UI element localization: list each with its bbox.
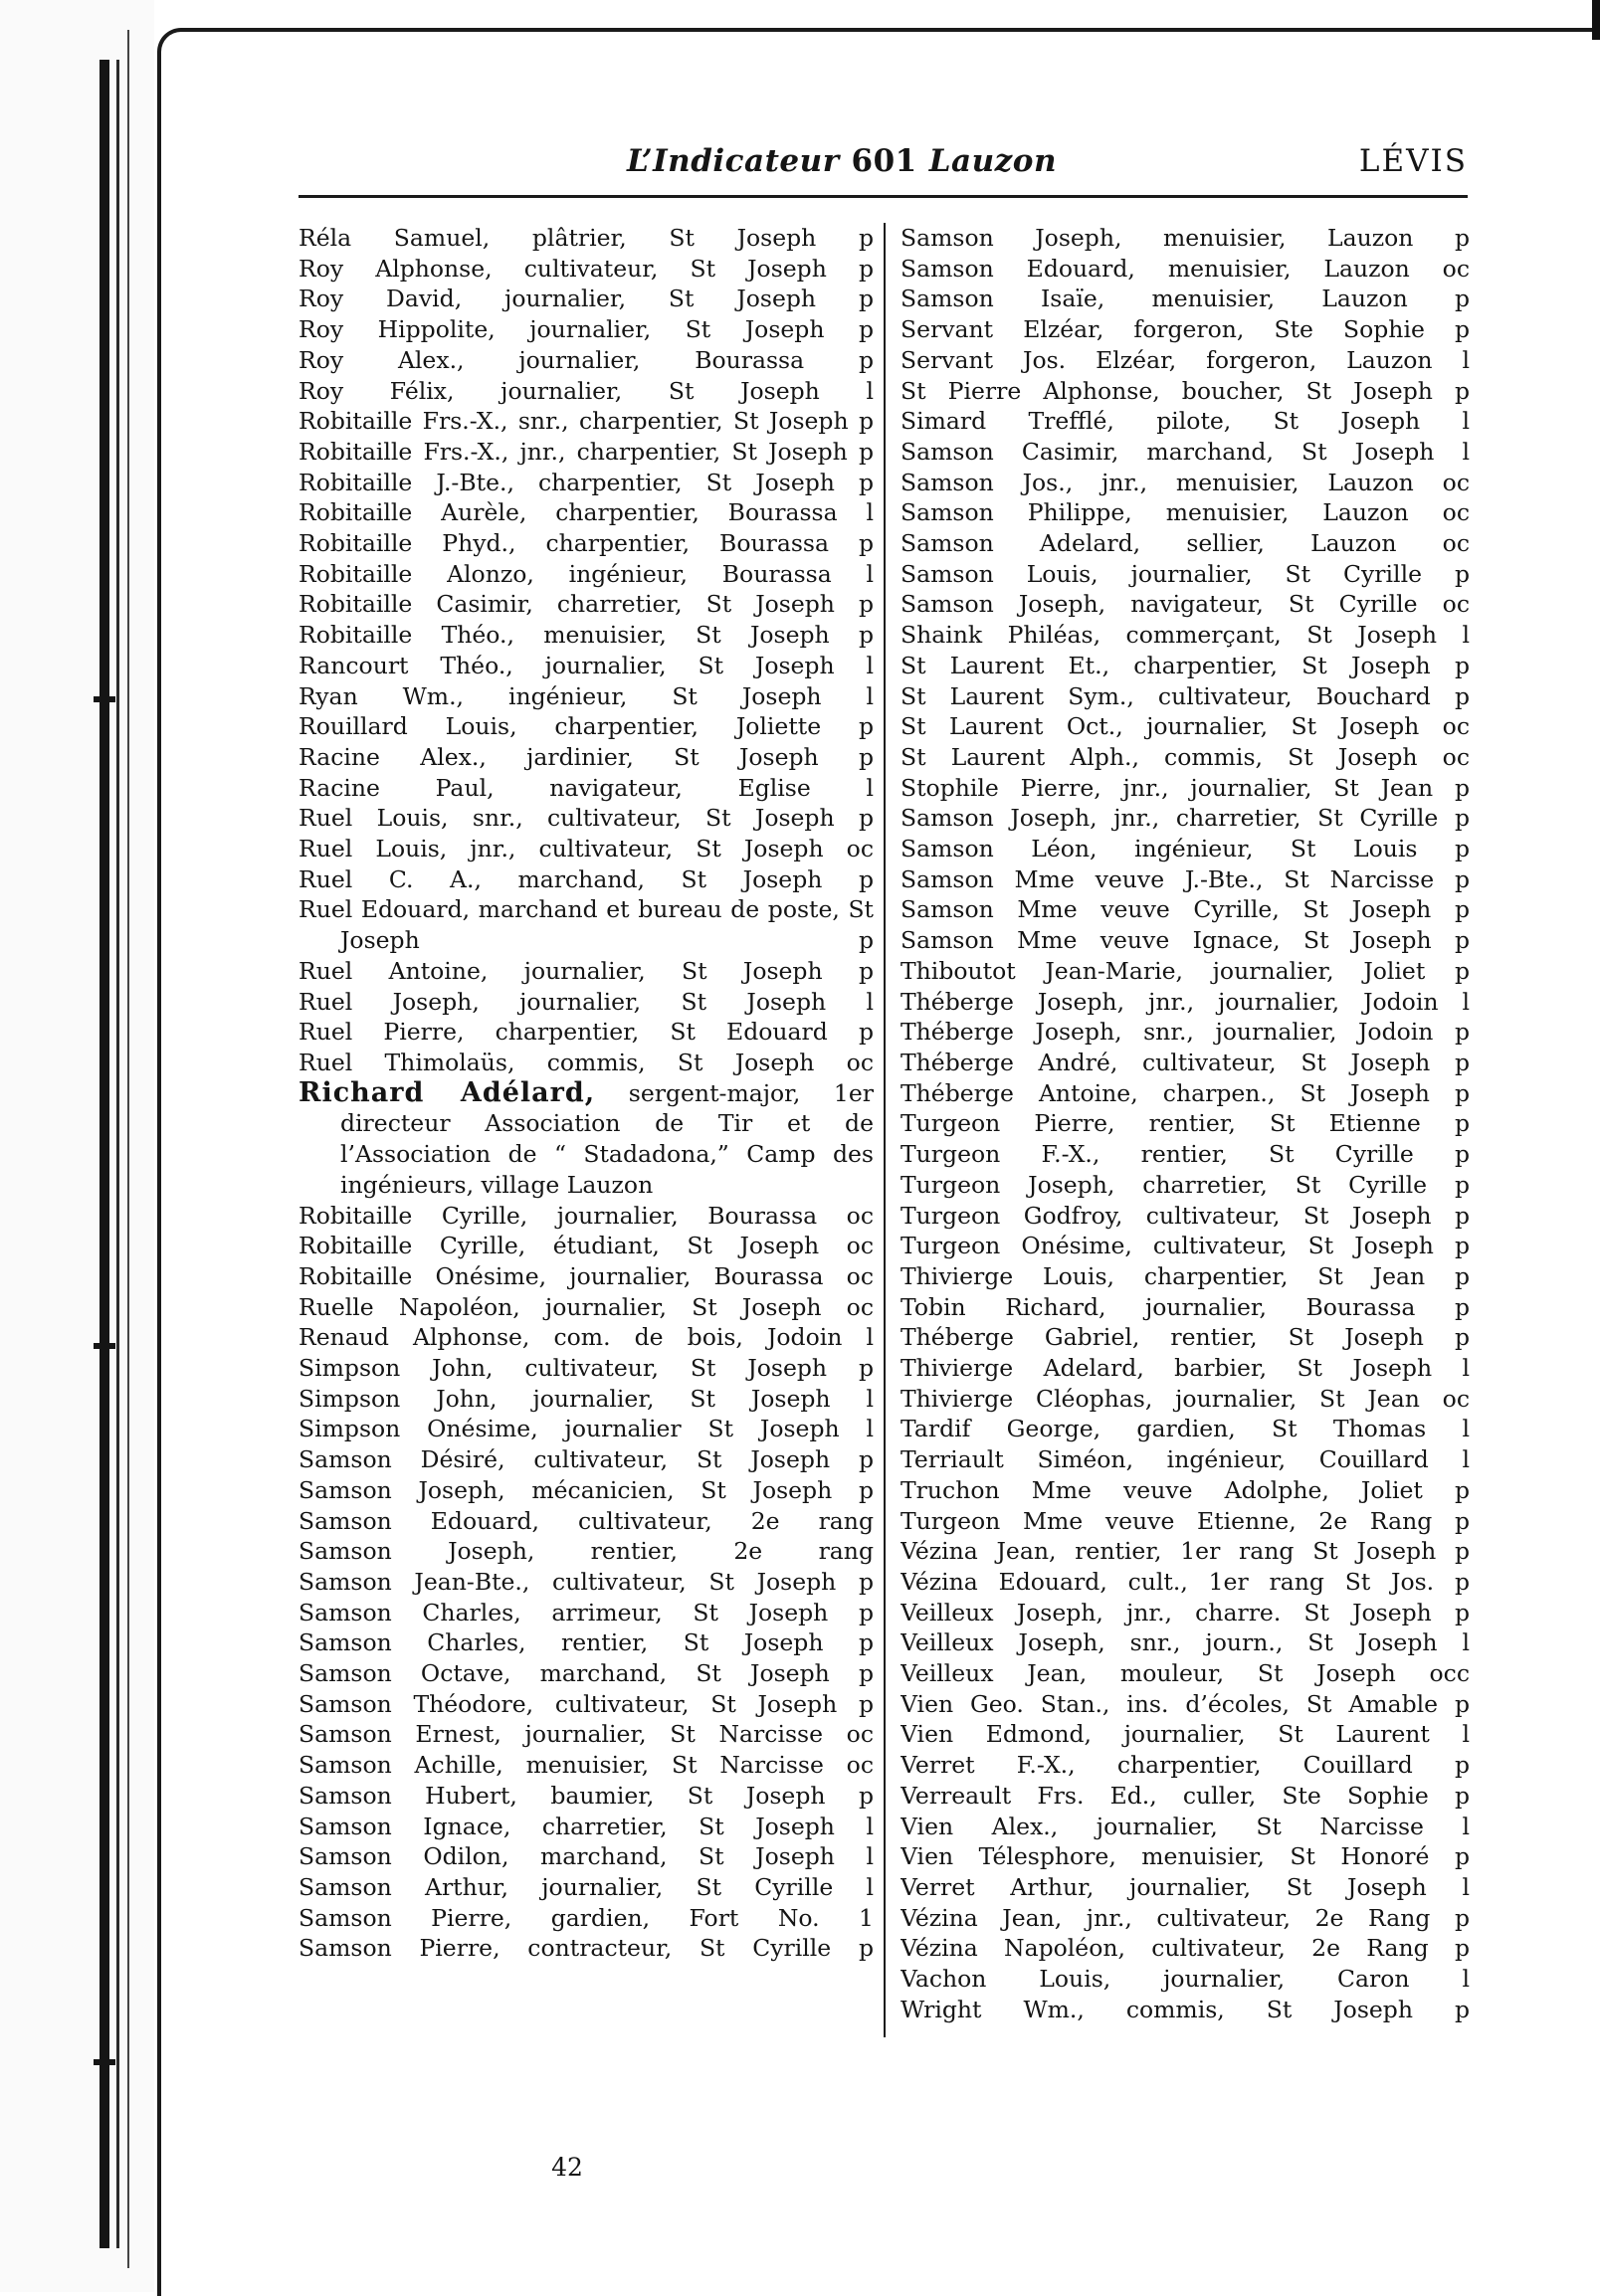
directory-entry: Thiboutot Jean-Marie, journalier, Joliet p bbox=[900, 956, 1470, 985]
spine-rail bbox=[100, 60, 109, 2248]
header-rule bbox=[299, 195, 1468, 198]
directory-entry: Simpson Onésime, journalier St Joseph l bbox=[299, 1415, 874, 1443]
directory-entry: Roy Félix, journalier, St Joseph l bbox=[299, 376, 874, 405]
directory-entry: Samson Jos., jnr., menuisier, Lauzon oc bbox=[900, 468, 1470, 496]
directory-entry: St Pierre Alphonse, boucher, St Joseph p bbox=[900, 376, 1470, 405]
directory-entry: Samson Joseph, menuisier, Lauzon p bbox=[900, 224, 1470, 252]
directory-entry: Robitaille Onésime, journalier, Bourassa oc bbox=[299, 1261, 874, 1290]
directory-entry: Ruel Louis, snr., cultivateur, St Joseph p bbox=[299, 804, 874, 833]
header-title: L’Indicateur bbox=[627, 143, 840, 179]
directory-entry: Wright Wm., commis, St Joseph p bbox=[900, 1995, 1470, 2023]
directory-entry: Théberge André, cultivateur, St Joseph p bbox=[900, 1048, 1470, 1076]
binding-knot bbox=[94, 2059, 115, 2065]
directory-entry: Samson Théodore, cultivateur, St Joseph p bbox=[299, 1689, 874, 1718]
directory-entry: Thivierge Adelard, barbier, St Joseph l bbox=[900, 1354, 1470, 1383]
directory-entry: Roy Alphonse, cultivateur, St Joseph p bbox=[299, 254, 874, 283]
directory-entry: Samson Louis, journalier, St Cyrille p bbox=[900, 559, 1470, 588]
directory-entry: Samson Pierre, contracteur, St Cyrille p bbox=[299, 1934, 874, 1963]
directory-entry: Renaud Alphonse, com. de bois, Jodoin l bbox=[299, 1323, 874, 1352]
running-header bbox=[299, 127, 1468, 187]
directory-entry: Samson Adelard, sellier, Lauzon oc bbox=[900, 529, 1470, 558]
directory-entry: Rouillard Louis, charpentier, Joliette p bbox=[299, 712, 874, 741]
directory-entry: Samson Mme veuve Ignace, St Joseph p bbox=[900, 926, 1470, 955]
directory-entry: Vien Télesphore, menuisier, St Honoré p bbox=[900, 1842, 1470, 1871]
directory-entry: Samson Hubert, baumier, St Joseph p bbox=[299, 1781, 874, 1810]
directory-entry: Samson Philippe, menuisier, Lauzon oc bbox=[900, 498, 1470, 527]
directory-entry: Verreault Frs. Ed., culler, Ste Sophie p bbox=[900, 1781, 1470, 1810]
directory-entry: Ruel Louis, jnr., cultivateur, St Joseph oc bbox=[299, 835, 874, 863]
column-divider bbox=[884, 223, 886, 2037]
directory-entry: Racine Alex., jardinier, St Joseph p bbox=[299, 742, 874, 771]
directory-entry: Vien Geo. Stan., ins. d’écoles, St Amable p bbox=[900, 1689, 1470, 1718]
directory-entry: Samson Mme veuve J.-Bte., St Narcisse p bbox=[900, 864, 1470, 893]
directory-entry: Samson Désiré, cultivateur, St Joseph p bbox=[299, 1445, 874, 1474]
directory-entry: Robitaille Phyd., charpentier, Bourassa p bbox=[299, 529, 874, 558]
directory-entry: St Laurent Oct., journalier, St Joseph oc bbox=[900, 712, 1470, 741]
directory-entry: Robitaille Aurèle, charpentier, Bourassa l bbox=[299, 498, 874, 527]
directory-entry: Ruel C. A., marchand, St Joseph p bbox=[299, 864, 874, 893]
directory-entry: Samson Edouard, cultivateur, 2e rang bbox=[299, 1506, 874, 1535]
directory-entry: Samson Léon, ingénieur, St Louis p bbox=[900, 835, 1470, 863]
directory-entry: Servant Elzéar, forgeron, Ste Sophie p bbox=[900, 315, 1470, 344]
directory-entry: Samson Ignace, charretier, St Joseph l bbox=[299, 1812, 874, 1840]
directory-entry: Robitaille Casimir, charretier, St Joseph p bbox=[299, 590, 874, 619]
directory-entry: Tobin Richard, journalier, Bourassa p bbox=[900, 1292, 1470, 1321]
page-number: 42 bbox=[551, 2153, 583, 2182]
directory-entry: Veilleux Joseph, jnr., charre. St Joseph p bbox=[900, 1598, 1470, 1626]
scan-corner-mark bbox=[1592, 0, 1600, 40]
directory-entry: Verret F.-X., charpentier, Couillard p bbox=[900, 1751, 1470, 1780]
directory-entry: Verret Arthur, journalier, St Joseph l bbox=[900, 1872, 1470, 1901]
directory-entry: St Laurent Sym., cultivateur, Bouchard p bbox=[900, 681, 1470, 710]
directory-entry: Robitaille Théo., menuisier, St Joseph p bbox=[299, 621, 874, 650]
directory-entry: Vézina Napoléon, cultivateur, 2e Rang p bbox=[900, 1934, 1470, 1963]
directory-entry: Simpson John, cultivateur, St Joseph p bbox=[299, 1354, 874, 1383]
book-binding bbox=[0, 0, 154, 2292]
directory-entry: Samson Achille, menuisier, St Narcisse oc bbox=[299, 1751, 874, 1780]
directory-entry: Samson Charles, arrimeur, St Joseph p bbox=[299, 1598, 874, 1626]
directory-entry: Vézina Edouard, cult., 1er rang St Jos. p bbox=[900, 1567, 1470, 1596]
directory-entry: Veilleux Joseph, snr., journ., St Joseph l bbox=[900, 1628, 1470, 1657]
directory-entry bbox=[299, 1078, 874, 1201]
header-title-line bbox=[627, 143, 1057, 179]
directory-entry: Samson Jean-Bte., cultivateur, St Joseph p bbox=[299, 1567, 874, 1596]
directory-entry: Vien Alex., journalier, St Narcisse l bbox=[900, 1812, 1470, 1840]
directory-entry: Vézina Jean, rentier, 1er rang St Joseph p bbox=[900, 1537, 1470, 1566]
directory-entry: Samson Casimir, marchand, St Joseph l bbox=[900, 437, 1470, 466]
spine-edge bbox=[127, 30, 129, 2268]
directory-entry: Vachon Louis, journalier, Caron l bbox=[900, 1965, 1470, 1994]
directory-entry: Turgeon Onésime, cultivateur, St Joseph p bbox=[900, 1232, 1470, 1260]
directory-entry: Théberge Antoine, charpen., St Joseph p bbox=[900, 1078, 1470, 1107]
directory-entry: Ruel Joseph, journalier, St Joseph l bbox=[299, 987, 874, 1016]
directory-entry: Roy Hippolite, journalier, St Joseph p bbox=[299, 315, 874, 344]
directory-entry: Robitaille J.-Bte., charpentier, St Joseph p bbox=[299, 468, 874, 496]
spine-thread bbox=[116, 60, 119, 2248]
directory-entry: Samson Ernest, journalier, St Narcisse oc bbox=[299, 1720, 874, 1749]
directory-entry: Simard Trefflé, pilote, St Joseph l bbox=[900, 407, 1470, 436]
directory-entry: Samson Charles, rentier, St Joseph p bbox=[299, 1628, 874, 1657]
directory-entry: Théberge Gabriel, rentier, St Joseph p bbox=[900, 1323, 1470, 1352]
directory-entry: Samson Isaïe, menuisier, Lauzon p bbox=[900, 285, 1470, 313]
directory-entry: Simpson John, journalier, St Joseph l bbox=[299, 1384, 874, 1413]
directory-entry: Rancourt Théo., journalier, St Joseph l bbox=[299, 651, 874, 679]
directory-entry: Théberge Joseph, snr., journalier, Jodoin p bbox=[900, 1018, 1470, 1047]
directory-entry: Théberge Joseph, jnr., journalier, Jodoin l bbox=[900, 987, 1470, 1016]
directory-entry: Vien Edmond, journalier, St Laurent l bbox=[900, 1720, 1470, 1749]
directory-entry: Robitaille Frs.-X., snr., charpentier, St Joseph p bbox=[299, 407, 874, 436]
directory-entry: Racine Paul, navigateur, Eglise l bbox=[299, 773, 874, 802]
directory-entry: Shaink Philéas, commerçant, St Joseph l bbox=[900, 621, 1470, 650]
directory-entry: Robitaille Cyrille, étudiant, St Joseph oc bbox=[299, 1232, 874, 1260]
binding-knot bbox=[94, 1343, 115, 1349]
right-column bbox=[900, 223, 1470, 2024]
directory-entry: Stophile Pierre, jnr., journalier, St Jean p bbox=[900, 773, 1470, 802]
directory-entry: Roy Alex., journalier, Bourassa p bbox=[299, 345, 874, 374]
directory-entry: Tardif George, gardien, St Thomas l bbox=[900, 1415, 1470, 1443]
directory-entry: Samson Octave, marchand, St Joseph p bbox=[299, 1659, 874, 1688]
directory-entry: Turgeon Pierre, rentier, St Etienne p bbox=[900, 1109, 1470, 1138]
directory-entry: Turgeon F.-X., rentier, St Cyrille p bbox=[900, 1140, 1470, 1169]
highlighted-name: Richard Adélard, bbox=[299, 1077, 596, 1108]
header-county: LÉVIS bbox=[1358, 143, 1468, 179]
directory-entry: Samson Joseph, jnr., charretier, St Cyrille p bbox=[900, 804, 1470, 833]
directory-entry: Samson Odilon, marchand, St Joseph l bbox=[299, 1842, 874, 1871]
directory-entry: Samson Joseph, rentier, 2e rang bbox=[299, 1537, 874, 1566]
directory-entry: Vézina Jean, jnr., cultivateur, 2e Rang p bbox=[900, 1903, 1470, 1932]
directory-entry: Samson Joseph, navigateur, St Cyrille oc bbox=[900, 590, 1470, 619]
directory-entry: Turgeon Joseph, charretier, St Cyrille p bbox=[900, 1170, 1470, 1199]
directory-entry: Servant Jos. Elzéar, forgeron, Lauzon l bbox=[900, 345, 1470, 374]
directory-entry: Terriault Siméon, ingénieur, Couillard l bbox=[900, 1445, 1470, 1474]
directory-entry: St Laurent Alph., commis, St Joseph oc bbox=[900, 742, 1470, 771]
directory-entry: Ruelle Napoléon, journalier, St Joseph oc bbox=[299, 1292, 874, 1321]
left-column bbox=[299, 223, 874, 1964]
directory-entry: Ruel Thimolaüs, commis, St Joseph oc bbox=[299, 1048, 874, 1076]
directory-entry: Samson Joseph, mécanicien, St Joseph p bbox=[299, 1475, 874, 1504]
header-page: 601 bbox=[851, 143, 917, 179]
directory-entry: Truchon Mme veuve Adolphe, Joliet p bbox=[900, 1475, 1470, 1504]
directory-entry: Turgeon Mme veuve Etienne, 2e Rang p bbox=[900, 1506, 1470, 1535]
directory-entry: Thivierge Cléophas, journalier, St Jean oc bbox=[900, 1384, 1470, 1413]
directory-entry: Ruel Pierre, charpentier, St Edouard p bbox=[299, 1018, 874, 1047]
directory-entry: Robitaille Alonzo, ingénieur, Bourassa l bbox=[299, 559, 874, 588]
directory-entry: Réla Samuel, plâtrier, St Joseph p bbox=[299, 224, 874, 252]
directory-entry: Robitaille Frs.-X., jnr., charpentier, St Joseph p bbox=[299, 437, 874, 466]
directory-entry: Samson Mme veuve Cyrille, St Joseph p bbox=[900, 895, 1470, 924]
directory-entry: Roy David, journalier, St Joseph p bbox=[299, 285, 874, 313]
directory-entry: Ryan Wm., ingénieur, St Joseph l bbox=[299, 681, 874, 710]
directory-entry: Turgeon Godfroy, cultivateur, St Joseph p bbox=[900, 1201, 1470, 1230]
directory-entry: Ruel Edouard, marchand et bureau de poste, St Joseph p bbox=[299, 895, 874, 955]
header-town: Lauzon bbox=[928, 143, 1057, 179]
directory-entry: Robitaille Cyrille, journalier, Bourassa oc bbox=[299, 1201, 874, 1230]
directory-entry: Ruel Antoine, journalier, St Joseph p bbox=[299, 956, 874, 985]
directory-entry: Samson Arthur, journalier, St Cyrille l bbox=[299, 1872, 874, 1901]
directory-entry: Samson Pierre, gardien, Fort No. 1 bbox=[299, 1903, 874, 1932]
highlighted-entry-text: sergent-major, 1er directeur Association de Tir et de l’Association de “ Stadadona,” Camp des ingénieurs, village Lauzon bbox=[340, 1078, 874, 1199]
directory-entry: Veilleux Jean, mouleur, St Joseph occ bbox=[900, 1659, 1470, 1688]
directory-entry: St Laurent Et., charpentier, St Joseph p bbox=[900, 651, 1470, 679]
directory-entry: Thivierge Louis, charpentier, St Jean p bbox=[900, 1261, 1470, 1290]
binding-knot bbox=[94, 696, 115, 702]
directory-entry: Samson Edouard, menuisier, Lauzon oc bbox=[900, 254, 1470, 283]
